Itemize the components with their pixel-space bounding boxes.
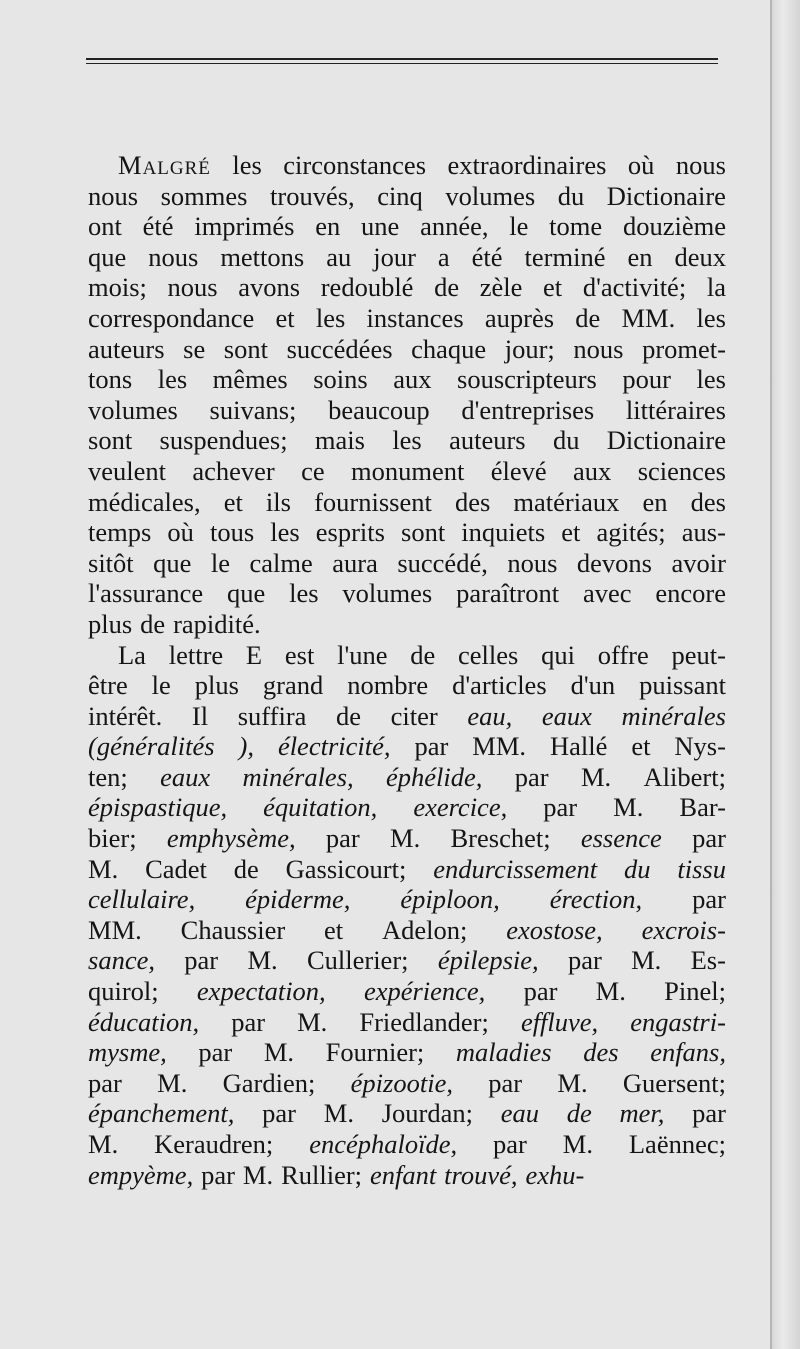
- word: mais: [314, 425, 365, 456]
- text-line: [88, 578, 726, 609]
- word: M.: [562, 1129, 593, 1159]
- word: a: [437, 241, 450, 272]
- word: auteurs: [88, 333, 165, 364]
- word: M.: [390, 823, 421, 854]
- word: Pinel;: [664, 976, 726, 1007]
- word: par: [325, 823, 360, 854]
- word: veulent: [88, 455, 166, 486]
- word: La: [118, 639, 146, 670]
- word: par: [488, 1067, 523, 1098]
- text-line: [88, 364, 726, 395]
- word: été: [471, 241, 503, 272]
- word: matériaux: [513, 486, 620, 517]
- word: où: [167, 517, 194, 548]
- word: par: [493, 1129, 527, 1159]
- word: de: [410, 639, 436, 670]
- word: E: [245, 639, 263, 670]
- word: endurcissement: [433, 853, 598, 884]
- word: grand: [262, 670, 324, 701]
- word: le: [509, 211, 529, 242]
- text-line: [88, 517, 726, 548]
- word: douzième: [622, 211, 726, 242]
- word: M.: [580, 761, 612, 792]
- word: et: [561, 517, 581, 548]
- word: nombre: [347, 670, 429, 701]
- word: au: [326, 241, 352, 272]
- word: citer: [390, 700, 438, 731]
- word: circonstances: [283, 150, 427, 180]
- word: par: [201, 1159, 235, 1190]
- word: tome: [549, 211, 603, 242]
- word: correspondance: [88, 302, 255, 333]
- text-line: [88, 181, 726, 212]
- word: Malgré: [118, 150, 211, 180]
- text-line: [88, 242, 726, 273]
- word: éphélide,: [386, 761, 483, 792]
- word: mêmes: [212, 364, 288, 395]
- word: ils: [265, 486, 291, 517]
- word: par: [692, 823, 726, 854]
- word: sommes: [160, 180, 248, 211]
- word: minérales: [621, 700, 726, 731]
- word: est: [284, 639, 315, 670]
- word: par: [567, 945, 602, 976]
- word: plus: [194, 670, 239, 701]
- word: aus-: [681, 517, 726, 548]
- word: en: [627, 241, 653, 272]
- word: MM.: [621, 302, 676, 333]
- word: par: [543, 792, 578, 823]
- word: Nys-: [674, 731, 726, 762]
- word: une: [361, 211, 400, 242]
- word: pour: [622, 364, 671, 395]
- word: du: [552, 425, 580, 456]
- word: enfant: [369, 1159, 437, 1190]
- word: élevé: [490, 455, 547, 486]
- word: par: [262, 1098, 297, 1129]
- word: nous: [573, 333, 624, 364]
- word: de: [233, 853, 259, 884]
- word: sont: [223, 333, 268, 364]
- word: achever: [192, 455, 275, 486]
- word: tons: [88, 364, 133, 395]
- word: du: [557, 180, 585, 211]
- word: et: [223, 486, 243, 517]
- word: sont: [88, 425, 133, 456]
- word: équitation,: [263, 792, 378, 823]
- word: terminé: [524, 241, 606, 272]
- word: en: [315, 211, 341, 242]
- word: promet-: [642, 333, 726, 364]
- word: de: [575, 302, 601, 333]
- word: le: [210, 547, 231, 578]
- word: les: [696, 302, 726, 333]
- word: trouvés,: [270, 180, 355, 211]
- word: M.: [263, 1037, 295, 1068]
- text-line: [88, 425, 726, 456]
- word: encore: [655, 578, 726, 609]
- word: Keraudren;: [154, 1129, 274, 1159]
- word: de: [336, 700, 362, 731]
- text-line: [88, 609, 726, 640]
- text-line: [88, 395, 726, 426]
- text-line: [88, 1160, 726, 1191]
- word: mysme,: [88, 1037, 167, 1068]
- word: ce: [301, 455, 325, 486]
- word: Fournier;: [325, 1037, 425, 1068]
- word: ont: [88, 211, 122, 242]
- word: beaucoup: [328, 394, 430, 425]
- word: excrois-: [641, 914, 726, 945]
- word: redoublé: [320, 272, 414, 303]
- word: Jourdan;: [381, 1098, 473, 1129]
- header-rule: [86, 58, 718, 64]
- word: sont: [401, 517, 446, 548]
- text-line: [88, 1129, 726, 1160]
- word: eaux: [541, 700, 592, 731]
- word: nous: [675, 150, 726, 180]
- word: la: [706, 272, 726, 303]
- word: exhu-: [525, 1159, 585, 1190]
- word: et: [275, 302, 295, 333]
- word: en: [642, 486, 668, 517]
- word: des: [454, 486, 491, 517]
- word: Hallé: [549, 731, 608, 762]
- word: érection,: [549, 884, 643, 915]
- word: les: [392, 425, 422, 456]
- word: succédées: [286, 333, 393, 364]
- word: devons: [576, 547, 652, 578]
- text-line: [88, 731, 726, 762]
- word: avoir: [671, 547, 726, 578]
- word: qui: [541, 639, 575, 670]
- word: épiploon,: [400, 884, 500, 915]
- word: Friedlander;: [359, 1006, 489, 1037]
- word: aux: [393, 364, 432, 395]
- word: M.: [631, 945, 662, 976]
- word: médicales,: [88, 486, 201, 517]
- word: de: [140, 608, 166, 639]
- word: de: [566, 1098, 592, 1129]
- text-line: [88, 976, 726, 1007]
- word: l'une: [337, 639, 388, 670]
- text-line: [88, 701, 726, 732]
- word: enfans,: [650, 1037, 726, 1068]
- word: par: [692, 1098, 726, 1129]
- word: Adelon;: [382, 914, 468, 945]
- word: mettons: [220, 241, 305, 272]
- word: épiderme,: [245, 884, 351, 915]
- word: suspendues;: [159, 425, 288, 456]
- word: M.: [613, 792, 644, 823]
- word: que: [153, 547, 192, 578]
- word: jour;: [504, 333, 555, 364]
- word: du: [623, 853, 651, 884]
- word: que: [227, 578, 266, 609]
- word: peut-: [671, 639, 726, 670]
- word: puissant: [639, 670, 726, 701]
- word: par: [88, 1067, 122, 1098]
- text-line: [88, 150, 726, 181]
- word: que: [88, 241, 127, 272]
- word: sance,: [88, 945, 155, 976]
- word: les: [270, 517, 300, 548]
- word: offre: [597, 639, 649, 670]
- word: mois;: [88, 272, 147, 303]
- word: eaux: [160, 761, 211, 792]
- text-line: [88, 548, 726, 579]
- word: Gardien;: [222, 1067, 316, 1098]
- text-line: [88, 915, 726, 946]
- word: tous: [209, 517, 255, 548]
- word: essence: [580, 823, 662, 854]
- word: par: [198, 1037, 233, 1068]
- word: Il: [191, 700, 209, 731]
- page-edge: [772, 0, 800, 1349]
- text-line: [88, 854, 726, 885]
- word: MM.: [88, 914, 142, 945]
- word: les: [232, 150, 262, 180]
- word: des: [690, 486, 726, 517]
- word: M.: [88, 1129, 119, 1159]
- word: les: [696, 364, 726, 395]
- word: épispastique,: [88, 792, 228, 823]
- word: succédé,: [397, 547, 488, 578]
- word: Bar-: [679, 792, 726, 823]
- word: avec: [582, 578, 632, 609]
- word: volumes: [445, 180, 536, 211]
- word: par: [414, 731, 449, 762]
- text-line: [88, 303, 726, 334]
- text-line: [88, 334, 726, 365]
- word: M.: [157, 1067, 188, 1098]
- word: l'assurance: [88, 578, 204, 609]
- word: lettre: [168, 639, 224, 670]
- word: plus: [88, 608, 133, 639]
- word: Laënnec;: [628, 1129, 726, 1159]
- word: M.: [88, 853, 119, 884]
- word: les: [289, 578, 319, 609]
- word: par: [514, 761, 549, 792]
- word: eau: [500, 1098, 539, 1129]
- word: année,: [420, 211, 489, 242]
- word: souscripteurs: [457, 364, 597, 395]
- word: tissu: [677, 853, 726, 884]
- word: Cadet: [145, 853, 207, 884]
- word: celles: [458, 639, 519, 670]
- word: sitôt: [88, 547, 134, 578]
- word: soins: [313, 364, 368, 395]
- word: nous: [88, 180, 139, 211]
- word: chaque: [411, 333, 487, 364]
- text-line: [88, 945, 726, 976]
- word: nous: [507, 547, 558, 578]
- word: temps: [88, 517, 152, 548]
- text-line: [88, 640, 726, 671]
- word: par: [184, 945, 219, 976]
- word: exercice,: [413, 792, 508, 823]
- text-line: [88, 456, 726, 487]
- word: trouvé,: [444, 1159, 518, 1190]
- word: sciences: [637, 455, 726, 486]
- word: avons: [238, 272, 301, 303]
- word: minérales,: [242, 761, 354, 792]
- word: se: [183, 333, 206, 364]
- word: volumes: [88, 394, 178, 425]
- word: Guersent;: [622, 1067, 726, 1098]
- word: nous: [167, 272, 218, 303]
- word: calme: [249, 547, 313, 578]
- word: M.: [297, 1006, 328, 1037]
- word: et: [631, 731, 651, 762]
- word: Breschet;: [450, 823, 551, 854]
- word: fournissent: [314, 486, 432, 517]
- word: M.: [557, 1067, 588, 1098]
- word: cellulaire,: [88, 884, 196, 915]
- word: épanchement,: [88, 1098, 235, 1129]
- word: et: [324, 914, 344, 945]
- word: les: [315, 302, 346, 333]
- text-line: [88, 272, 726, 303]
- word: inquiets: [461, 517, 546, 548]
- text-line: [88, 823, 726, 854]
- word: ),: [238, 731, 254, 762]
- word: exostose,: [506, 914, 603, 945]
- word: deux: [674, 241, 726, 272]
- word: bier;: [88, 823, 137, 854]
- word: d'entreprises: [461, 394, 595, 425]
- word: par: [231, 1006, 266, 1037]
- word: expectation,: [196, 976, 326, 1007]
- word: le: [151, 670, 171, 701]
- word: d'activité;: [582, 272, 687, 303]
- word: auprès: [484, 302, 555, 333]
- word: par: [692, 884, 726, 915]
- word: encéphaloïde,: [309, 1129, 458, 1159]
- word: extraordinaires: [447, 150, 607, 180]
- word: éducation,: [88, 1006, 200, 1037]
- word: suffira: [237, 700, 307, 731]
- word: Dictionaire: [606, 425, 726, 456]
- word: emphysème,: [166, 823, 296, 854]
- word: Dictionaire: [606, 180, 726, 211]
- word: mer,: [619, 1098, 665, 1129]
- text-line: [88, 792, 726, 823]
- word: d'articles: [452, 670, 547, 701]
- word: Chaussier: [180, 914, 286, 945]
- word: où: [627, 150, 655, 180]
- word: imprimés: [194, 211, 295, 242]
- word: suivans;: [209, 394, 297, 425]
- word: paraîtront: [456, 578, 560, 609]
- word: agités;: [596, 517, 666, 548]
- word: M.: [323, 1098, 354, 1129]
- word: de: [434, 272, 460, 303]
- text-line: [88, 762, 726, 793]
- word: épizootie,: [350, 1067, 453, 1098]
- word: et: [543, 272, 563, 303]
- word: Es-: [690, 945, 726, 976]
- word: volumes: [342, 578, 433, 609]
- word: expérience,: [363, 976, 486, 1007]
- word: jour: [373, 241, 416, 272]
- word: (généralités: [88, 731, 215, 762]
- body-text: [88, 150, 726, 1190]
- word: être: [88, 670, 128, 701]
- word: MM.: [472, 731, 527, 762]
- word: M.: [242, 1159, 274, 1190]
- word: zèle: [479, 272, 523, 303]
- text-line: [88, 670, 726, 701]
- text-line: [88, 487, 726, 518]
- word: littéraires: [625, 394, 726, 425]
- word: aux: [573, 455, 612, 486]
- word: d'un: [570, 670, 616, 701]
- word: Rullier;: [281, 1159, 363, 1190]
- word: effluve,: [520, 1006, 599, 1037]
- word: rapidité.: [173, 608, 261, 639]
- word: des: [583, 1037, 619, 1068]
- word: M.: [247, 945, 278, 976]
- word: monument: [351, 455, 465, 486]
- text-line: [88, 1068, 726, 1099]
- word: Gassicourt;: [285, 853, 407, 884]
- word: Alibert;: [643, 761, 726, 792]
- word: ten;: [88, 761, 128, 792]
- word: par: [523, 976, 558, 1007]
- word: intérêt.: [88, 700, 163, 731]
- word: instances: [366, 302, 464, 333]
- word: esprits: [315, 517, 385, 548]
- word: été: [142, 211, 174, 242]
- word: aura: [332, 547, 378, 578]
- word: les: [157, 364, 188, 395]
- word: engastri-: [630, 1006, 726, 1037]
- word: quirol;: [88, 976, 159, 1007]
- word: auteurs: [449, 425, 526, 456]
- word: cinq: [377, 180, 423, 211]
- word: eau,: [467, 700, 513, 731]
- word: empyème,: [88, 1159, 194, 1190]
- word: nous: [148, 241, 199, 272]
- text-line: [88, 1037, 726, 1068]
- text-line: [88, 1098, 726, 1129]
- text-line: [88, 884, 726, 915]
- word: M.: [595, 976, 626, 1007]
- text-line: [88, 1007, 726, 1038]
- word: Cullerier;: [306, 945, 409, 976]
- word: électricité,: [277, 731, 391, 762]
- word: épilepsie,: [437, 945, 539, 976]
- text-line: [88, 211, 726, 242]
- word: maladies: [455, 1037, 552, 1068]
